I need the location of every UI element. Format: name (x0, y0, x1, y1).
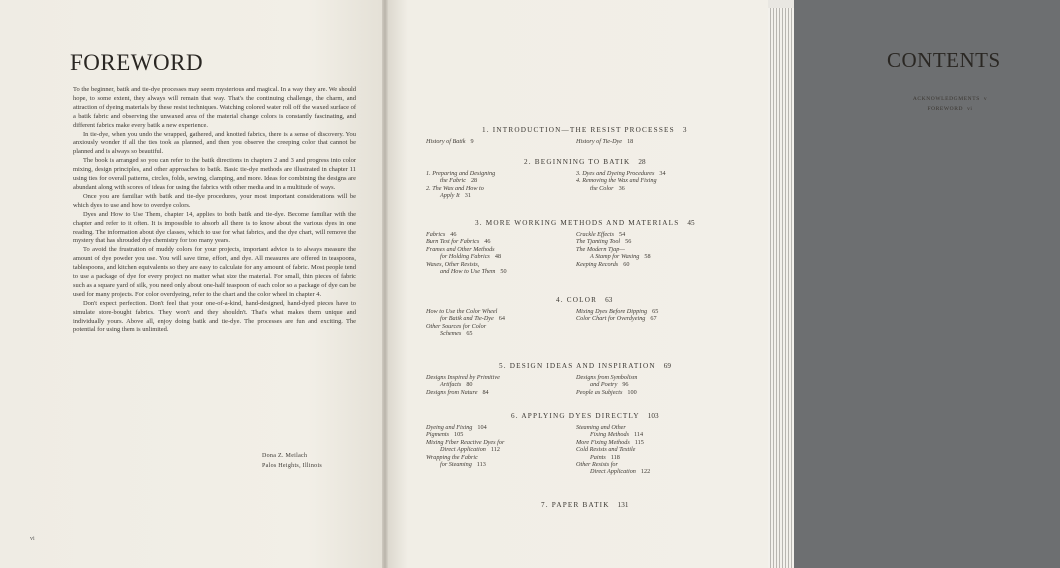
toc-entry-label: Paints (590, 453, 606, 461)
toc-entry-label: 4. Removing the Wax and Fixing (576, 177, 657, 185)
chapter-heading[interactable] (541, 501, 628, 509)
toc-entry-label: Cold Resists and Textile (576, 446, 636, 454)
chapter-title: 4. COLOR (556, 296, 598, 304)
toc-entry-page: 58 (644, 253, 651, 261)
toc-entry-label: for Batik and Tie-Dye (440, 315, 494, 323)
toc-entry-label: Crackle Effects (576, 231, 614, 238)
toc-entry-label: Direct Application (590, 468, 636, 476)
chapter-heading[interactable] (482, 126, 686, 134)
chapter-heading[interactable] (499, 362, 671, 370)
toc-entry-label: Mixing Fiber Reactive Dyes for (426, 438, 505, 446)
toc-entry-page: 31 (464, 192, 471, 200)
toc-entry-page: 65 (466, 330, 473, 338)
toc-entry[interactable] (426, 138, 474, 145)
chapter-heading[interactable] (524, 158, 646, 166)
foreword-page (0, 0, 385, 568)
toc-entry-label: Direct Application (440, 446, 486, 454)
toc-entry-label: More Fixing Methods (576, 438, 630, 446)
toc-entry[interactable] (426, 439, 504, 446)
foreword-paragraph: In tie-dye, when you undo the wrapped, gathered, and knotted fabrics, there is a sense of discovery. You anxiously wonder if all the ties took as planned, and then you observe the creeping color that cannot be planned and is always so beautiful. (73, 130, 356, 156)
contents-page (385, 0, 1001, 568)
toc-entry[interactable] (426, 177, 477, 184)
chapter-title: 5. DESIGN IDEAS AND INSPIRATION (499, 362, 656, 370)
toc-entry-page: 65 (652, 308, 659, 315)
chapter-title: 2. BEGINNING TO BATIK (524, 158, 631, 166)
toc-entry[interactable] (426, 238, 490, 245)
toc-entry-label: Burn Test for Fabrics (426, 238, 480, 246)
toc-entry-page: 113 (476, 461, 486, 468)
signature-name: Dona Z. Meilach (262, 453, 308, 459)
toc-entry-label: Designs from Symbolism (576, 374, 638, 381)
front-matter-label: FOREWORD (927, 106, 964, 112)
toc-entry[interactable] (576, 231, 625, 238)
toc-entry-page: 80 (466, 381, 473, 389)
toc-entry-label: Other Sources for Color (426, 322, 487, 330)
chapter-page: 3 (682, 126, 687, 134)
toc-entry-label: Steaming and Other (576, 424, 626, 431)
toc-entry-label: the Color (590, 184, 614, 192)
toc-entry[interactable] (576, 374, 637, 381)
toc-entry-page: 118 (610, 453, 620, 461)
foreword-paragraph: To avoid the frustration of muddy colors for your projects, important advice is to always measure the amount of dye powder you use. You will save time, effort, and dye. All measures are offered in teaspoons, tablespoons, and kitchen equivalents so they are easy to calculate for any amount of fabric. Most people tend to use a package of dye for every project no matter what size the material. For small, thin pieces of fabric such as a square yard of silk, you need only about one-half teaspoon of each color so a package of dye can be used for many projects. For color overdyeing, refer to the chart and the color wheel in chapter 4. (73, 246, 356, 298)
toc-entry[interactable] (576, 439, 644, 446)
toc-entry-label: How to Use the Color Wheel (426, 308, 498, 315)
toc-entry-label: History of Tie-Dye (576, 138, 623, 145)
foreword-paragraph: Don't expect perfection. Don't feel that your one-of-a-kind, hand-designed, hand-dyed pieces have to simulate store-bought fabrics. They won't and they shouldn't. That's what makes them unique and individually yours. Above all, enjoy doing batik and tie-dye. The processes are fun and exciting. The potential for using them is unlimited. (73, 299, 356, 334)
toc-entry[interactable] (576, 238, 631, 245)
gutter (382, 0, 388, 568)
toc-entry-page: 122 (640, 468, 651, 476)
toc-entry-page: 114 (634, 431, 644, 439)
signature-place: Palos Heights, Illinois (262, 463, 323, 469)
toc-entry[interactable] (426, 185, 484, 192)
front-matter-entry (840, 96, 1060, 102)
toc-entry-page: 104 (477, 424, 487, 431)
toc-entry-label: Waxes, Other Resists, (426, 260, 480, 268)
toc-entry-label: Designs Inspired by Primitive (426, 374, 500, 381)
toc-entry[interactable] (426, 431, 463, 438)
toc-entry[interactable] (426, 268, 507, 275)
front-matter-page: v (983, 96, 988, 102)
toc-entry[interactable] (426, 261, 479, 268)
toc-entry-page: 100 (627, 388, 637, 396)
chapter-title: 3. MORE WORKING METHODS AND MATERIALS (475, 219, 680, 227)
foreword-paragraph: Once you are familiar with batik and tie-dye procedures, your most important considerations will be which dyes to use and how to overdye colors. (73, 192, 356, 209)
toc-entry[interactable] (576, 381, 629, 388)
toc-entry-label: Schemes (440, 330, 462, 338)
toc-entry-label: for Holding Fabrics (440, 253, 490, 261)
toc-entry-page: 84 (482, 388, 489, 396)
toc-entry-label: A Stamp for Waxing (590, 253, 640, 261)
toc-entry-page: 46 (484, 238, 491, 246)
page-edges-top (768, 0, 794, 8)
toc-entry[interactable] (576, 431, 643, 438)
toc-entry[interactable] (576, 454, 620, 461)
page-number: vi (30, 536, 35, 542)
toc-entry-page: 112 (490, 446, 500, 454)
toc-entry-label: the Fabric (440, 177, 466, 185)
toc-entry-label: 3. Dyes and Dyeing Procedures (576, 170, 655, 177)
front-matter-page: vi (967, 106, 973, 112)
chapter-heading[interactable] (475, 219, 695, 227)
foreword-paragraph: To the beginner, batik and tie-dye processes may seem mysterious and magical. In a way they are. We should hope, to some extent, they always will remain that way. That's the continuing challenge, the charm, and attraction of dyeing materials by these resist techniques. Watching colored water roll off the waxed surface of a batik fabric and observing the unwaxed area of the material change colors is constantly fascinating, and different fabrics make every batik a new experience. (73, 86, 356, 129)
toc-entry[interactable] (426, 170, 495, 177)
toc-entry[interactable] (426, 374, 500, 381)
chapter-page: 103 (647, 412, 659, 420)
toc-entry[interactable] (426, 381, 473, 388)
chapter-page: 63 (605, 296, 613, 304)
toc-entry-label: The Tjanting Tool (576, 238, 621, 246)
toc-entry-label: Artifacts (440, 381, 462, 389)
toc-entry-page: 50 (500, 268, 507, 275)
chapter-page: 45 (687, 219, 695, 227)
toc-entry[interactable] (576, 261, 629, 268)
chapter-title: 7. PAPER BATIK (541, 501, 610, 509)
toc-entry-label: History of Batik (426, 138, 466, 145)
toc-entry-page: 48 (494, 253, 502, 261)
chapter-title: 6. APPLYING DYES DIRECTLY (511, 412, 640, 420)
toc-entry-label: People as Subjects (576, 388, 623, 396)
toc-entry-label: Mixing Dyes Before Dipping (576, 308, 648, 315)
contents-title: CONTENTS (887, 48, 1001, 72)
toc-entry-label: Fabrics (426, 231, 446, 238)
toc-entry-page: 18 (627, 138, 634, 145)
toc-entry-page: 115 (634, 438, 644, 446)
toc-entry[interactable] (576, 468, 650, 475)
toc-entry-page: 36 (618, 184, 625, 192)
toc-entry-label: Other Resists for (576, 461, 618, 468)
toc-entry-page: 54 (618, 231, 626, 238)
toc-entry[interactable] (426, 315, 505, 322)
toc-entry-label: Dyeing and Fixing (426, 424, 473, 431)
foreword-paragraph: The book is arranged so you can refer to the batik directions in chapters 2 and 3 and progress into color mixing, design principles, and other approaches to batik. Basic tie-dye methods are illustrated in chapter 11 using ties for overall patterns, circles, folds, sewing, clamping, and more. Ideas for combining the designs are abundant along with scores of ideas for using the fabrics with other media and in a multitude of ways. (73, 157, 356, 191)
chapter-page: 28 (638, 158, 646, 166)
toc-entry-label: Pigments (426, 431, 450, 439)
toc-entry[interactable] (576, 138, 633, 145)
toc-entry[interactable] (426, 461, 486, 468)
toc-entry-page: 60 (623, 260, 630, 268)
toc-entry[interactable] (576, 315, 657, 322)
toc-entry[interactable] (576, 185, 625, 192)
toc-entry-label: and Poetry (590, 381, 618, 389)
chapter-heading[interactable] (556, 296, 612, 304)
toc-entry-label: Designs from Nature (426, 388, 478, 396)
toc-entry-label: Wrapping the Fabric (426, 453, 478, 461)
toc-entry-label: Keeping Records (576, 260, 619, 268)
toc-entry-page: 67 (650, 315, 657, 323)
toc-entry[interactable] (426, 389, 489, 396)
chapter-title: 1. INTRODUCTION—THE RESIST PROCESSES (482, 126, 675, 134)
toc-entry[interactable] (426, 330, 473, 337)
toc-entry[interactable] (576, 253, 651, 260)
toc-entry[interactable] (426, 323, 486, 330)
foreword-paragraph: Dyes and How to Use Them, chapter 14, applies to both batik and tie-dye. Become familiar with the chapter and refer to it often. It is impossible to absorb all there is to know about the various dyes in one reading. The information about dye classes, which to use for what fabrics, and the dye chart, will remove the mystery that has shrouded dye chemistry for too many years. (73, 210, 356, 245)
foreword-body (73, 86, 356, 335)
toc-entry-label: 1. Preparing and Designing (426, 170, 496, 177)
chapter-page: 69 (663, 362, 671, 370)
toc-entry[interactable] (576, 446, 635, 453)
toc-entry[interactable] (426, 192, 471, 199)
foreword-title: FOREWORD (70, 50, 204, 75)
toc-entry-page: 96 (622, 381, 629, 389)
toc-entry[interactable] (576, 170, 666, 177)
toc-entry[interactable] (426, 253, 501, 260)
toc-entry-label: Frames and Other Methods (426, 245, 495, 253)
toc-entry[interactable] (426, 308, 497, 315)
toc-entry-label: for Steaming (440, 461, 472, 468)
chapter-heading[interactable] (511, 412, 659, 420)
front-matter-label: ACKNOWLEDGMENTS (912, 96, 980, 102)
toc-entry-label: Fixing Methods (590, 431, 630, 439)
toc-entry[interactable] (426, 246, 495, 253)
toc-entry[interactable] (576, 308, 658, 315)
toc-entry-page: 46 (450, 231, 457, 238)
toc-entry-page: 9 (470, 138, 474, 145)
toc-entry[interactable] (426, 446, 500, 453)
toc-entry-label: Color Chart for Overdyeing (576, 315, 646, 323)
toc-entry[interactable] (576, 461, 618, 468)
toc-entry-label: and How to Use Them (440, 268, 496, 275)
front-matter-entry (840, 106, 1060, 112)
toc-entry-page: 28 (470, 177, 478, 185)
toc-entry[interactable] (426, 424, 487, 431)
toc-entry-page: 34 (659, 170, 666, 177)
toc-entry-page: 56 (625, 238, 632, 246)
toc-entry-label: 2. The Wax and How to (426, 184, 484, 192)
toc-entry[interactable] (576, 424, 626, 431)
toc-entry-page: 64 (498, 315, 505, 323)
toc-entry-label: Apply It (440, 192, 460, 200)
toc-entry[interactable] (576, 389, 637, 396)
toc-entry[interactable] (576, 177, 657, 184)
chapter-page: 131 (617, 501, 629, 509)
toc-entry-label: The Modern Tjap— (576, 245, 625, 253)
toc-entry[interactable] (426, 231, 456, 238)
toc-entry[interactable] (576, 246, 625, 253)
toc-entry-page: 105 (454, 431, 464, 439)
toc-entry[interactable] (426, 454, 478, 461)
page-edges (768, 0, 794, 568)
